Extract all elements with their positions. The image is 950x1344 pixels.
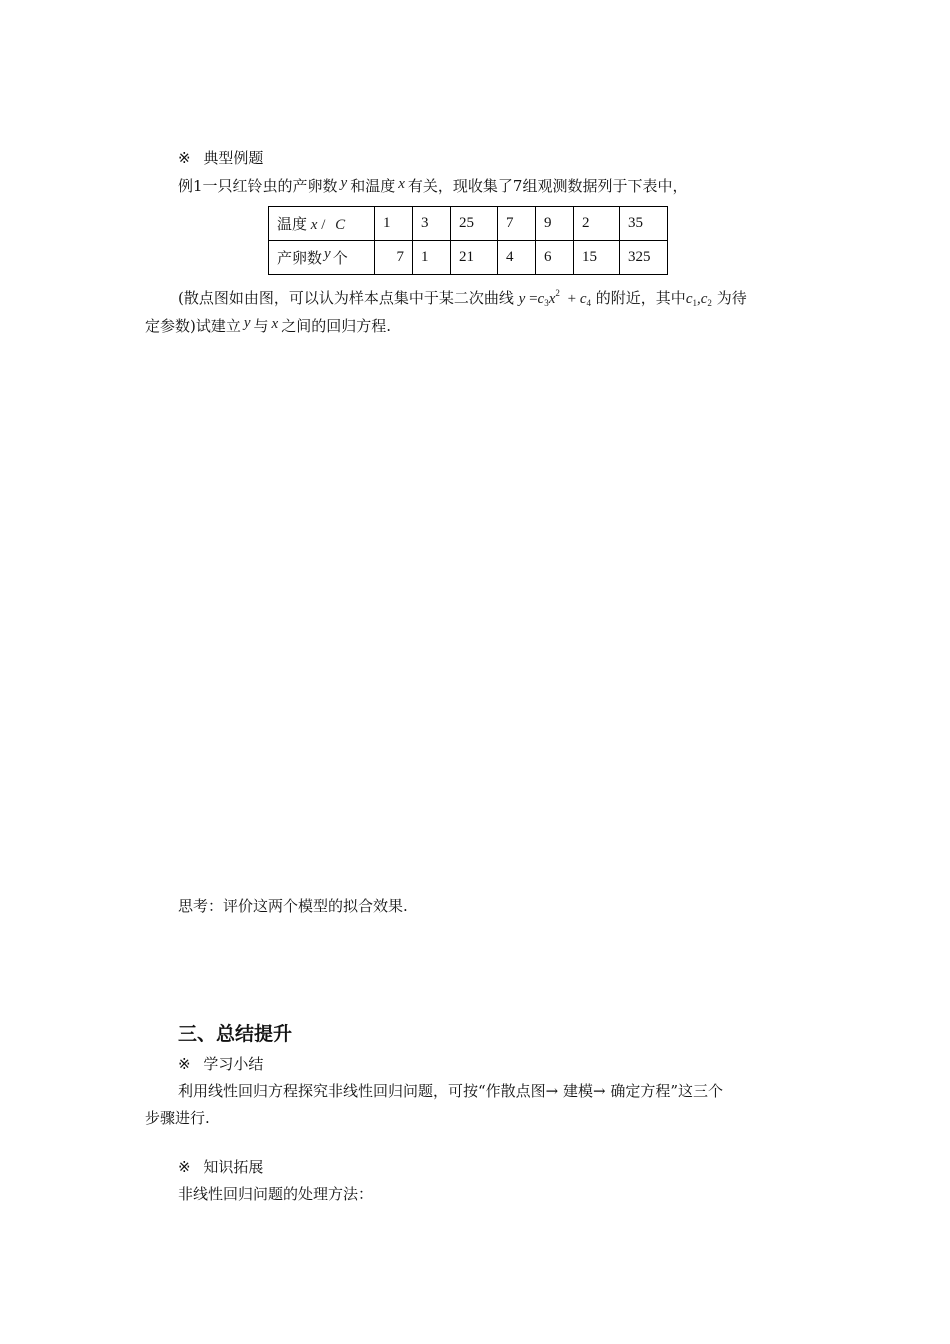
reference-mark-icon: ※ [178,1158,191,1176]
table-cell: 21 [451,241,498,275]
reference-mark-icon: ※ [178,149,191,167]
paragraph-text: 的附近，其中 [595,289,686,307]
section-title: 典型例题 [203,149,264,167]
table-cell: 2 [574,207,620,241]
table-row-egg-count [269,241,668,275]
section-3-heading: 三、总结提升 [178,1023,293,1045]
variable-y: y [243,315,251,331]
unit-celsius: C [335,217,346,233]
table-cell: 1 [413,241,451,275]
extension-title: 知识拓展 [203,1158,264,1176]
summary-heading [178,1054,263,1074]
eq-c2: c [579,291,587,307]
row-label: 温度 [277,215,308,233]
extension-line-1: 非线性回归问题的处理方法： [178,1185,374,1203]
table-header-cell [269,207,375,241]
table-cell: 3 [413,207,451,241]
example-text: 例1一只红铃虫的产卵数 [178,177,338,195]
eq-x: x [548,291,556,307]
eq-x-sup: 2 [555,288,560,298]
table-cell: 15 [574,241,620,275]
eq-y: y [518,291,526,307]
summary-line-2: 步骤进行. [145,1109,210,1127]
table-cell: 325 [620,241,668,275]
paragraph-text: 为待 [716,289,747,307]
row-label: 产卵数 [277,249,323,267]
table-cell: 7 [375,241,413,275]
variable-x: x [271,316,279,332]
param-c2-sub: 2 [707,298,712,308]
table-row-temperature [269,207,668,241]
scatter-paragraph-line-1 [178,283,747,313]
example-1-statement [178,176,687,197]
eq-c2-sub: 4 [586,298,592,308]
section-heading-typical-examples [178,148,263,168]
variable-x: x [310,217,318,233]
paragraph-text: 定参数)试建立 [145,317,241,335]
reference-mark-icon: ※ [178,1055,191,1073]
table-cell: 6 [536,241,574,275]
example-text: 和温度 [350,177,396,195]
variable-y: y [340,175,348,191]
param-c1: c [685,291,693,307]
eq-equals: = [529,291,538,307]
eq-c: c [537,291,545,307]
summary-line-1: 利用线性回归方程探究非线性回归问题，可按“作散点图→ 建模→ 确定方程”这三个 [178,1082,724,1100]
param-c2: c [700,291,708,307]
table-cell: 25 [451,207,498,241]
variable-x: x [398,176,405,192]
unit-separator: / [321,217,326,233]
table-cell: 4 [498,241,536,275]
table-cell: 1 [375,207,413,241]
table-cell: 9 [536,207,574,241]
table-cell: 35 [620,207,668,241]
param-c1-sub: 1 [692,298,697,308]
paragraph-text: (散点图如由图，可以认为样本点集中于某二次曲线 [178,289,514,307]
observation-table [268,206,668,275]
scatter-paragraph-line-2 [145,316,391,337]
paragraph-text: 之间的回归方程. [281,317,391,335]
unit-label: 个 [332,249,348,267]
think-prompt: 思考：评价这两个模型的拟合效果. [178,897,408,915]
table-cell: 7 [498,207,536,241]
paragraph-text: 与 [253,317,269,335]
variable-y: y [324,246,331,262]
table-header-cell [269,241,375,275]
parameters [686,291,712,307]
eq-c-sub: 3 [544,298,549,308]
example-text: 有关，现收集了7组观测数据列于下表中， [407,177,688,195]
summary-title: 学习小结 [203,1055,264,1073]
param-comma: , [696,291,701,307]
extension-heading [178,1157,263,1177]
eq-plus: + [567,291,577,307]
equation [518,288,592,308]
